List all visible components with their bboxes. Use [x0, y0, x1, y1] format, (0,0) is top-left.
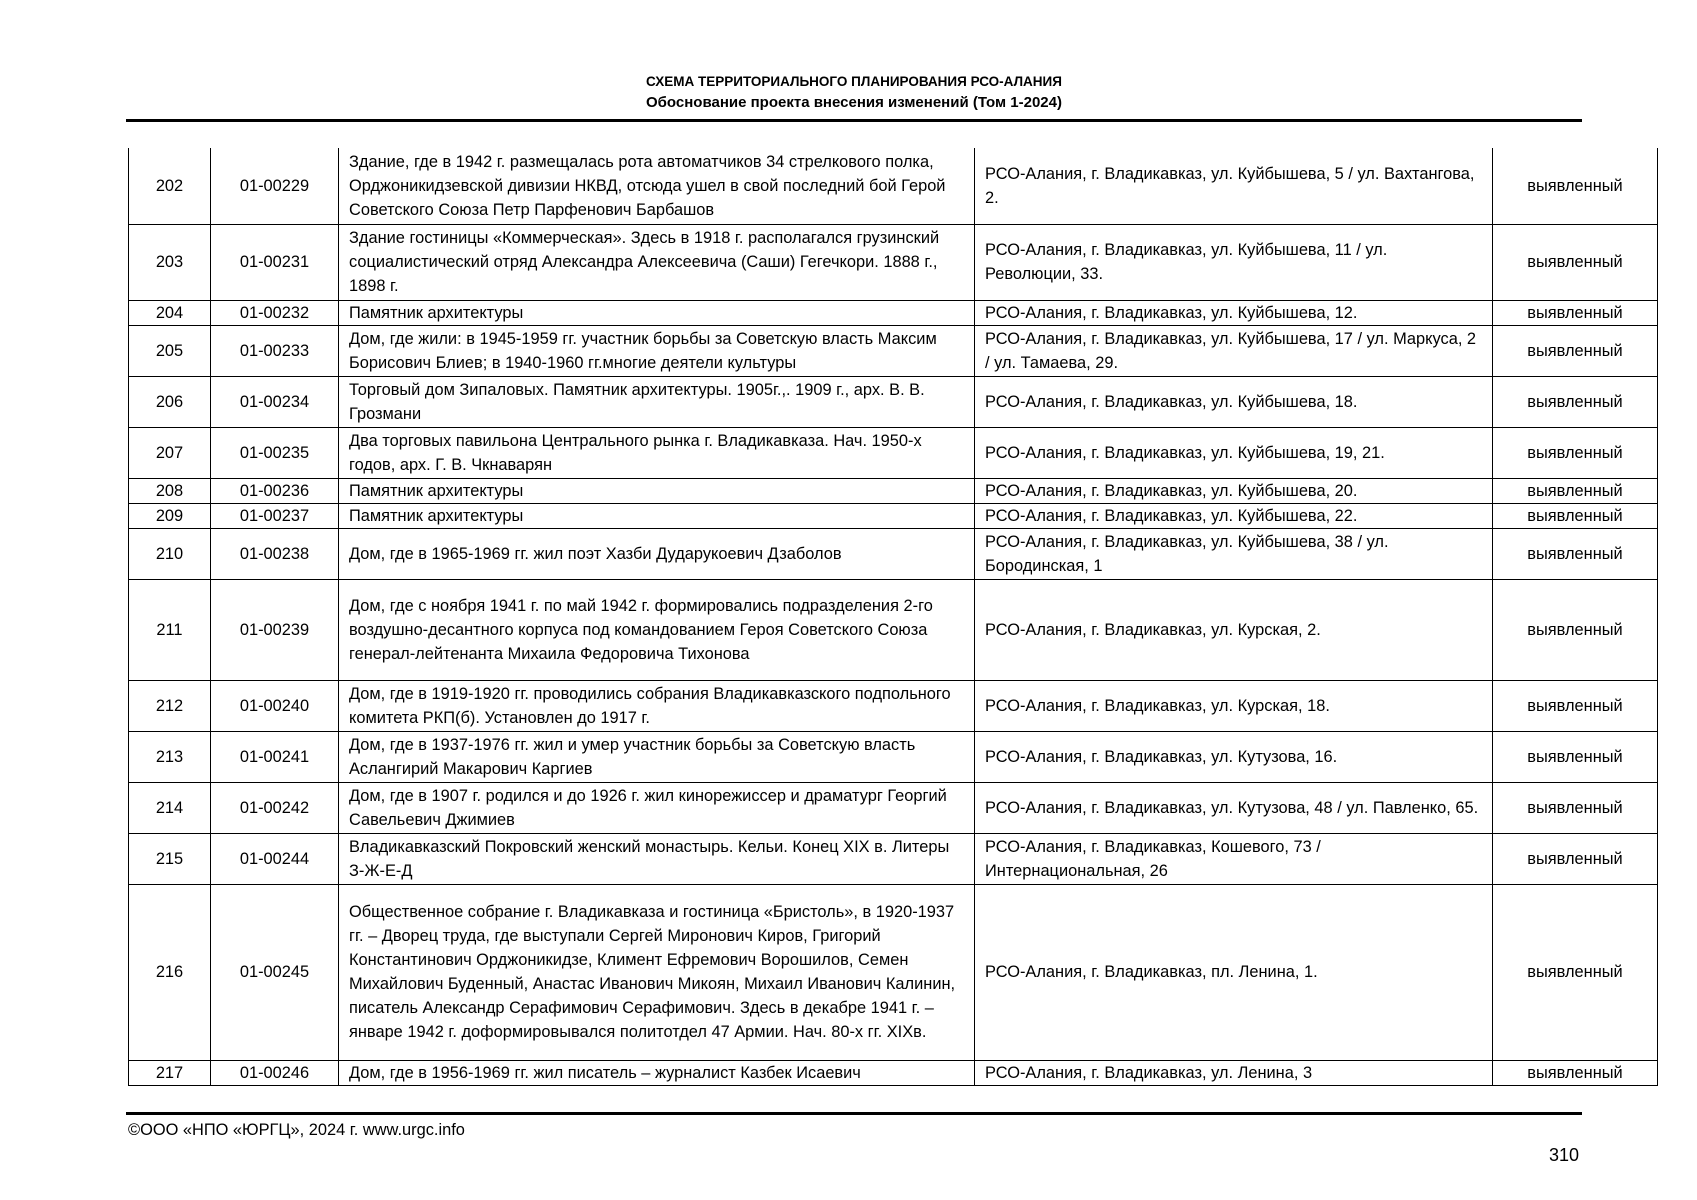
object-address: РСО-Алания, г. Владикавказ, ул. Курская, 18. — [975, 680, 1493, 731]
object-description: Общественное собрание г. Владикавказа и гостиница «Бристоль», в 1920-1937 гг. – Дворец труда, где выступали Сергей Миронович Киров, Григорий Константинович Орджоникидзе, Климент Ефремович Ворошилов, Семен Михайлович Буденный, Анастас Иванович Микоян, Михаил Иванович Калинин, писатель Александр Серафимович Серафимович. Здесь в декабре 1941 г. – январе 1942 г. доформировывался политотдел 47 Армии. Нач. 80-х гг. XIXв. — [339, 884, 975, 1060]
object-address: РСО-Алания, г. Владикавказ, ул. Кутузова, 48 / ул. Павленко, 65. — [975, 782, 1493, 833]
table-body — [129, 148, 1658, 1085]
object-status: выявленный — [1493, 478, 1658, 503]
page-number: 310 — [1548, 1145, 1579, 1165]
document-header — [126, 72, 1582, 114]
table-row — [129, 148, 1658, 224]
table-row — [129, 1060, 1658, 1085]
object-status: выявленный — [1493, 680, 1658, 731]
registry-code: 01-00245 — [211, 884, 339, 1060]
object-description: Дом, где в 1907 г. родился и до 1926 г. жил кинорежиссер и драматург Георгий Савельевич Джимиев — [339, 782, 975, 833]
object-address: РСО-Алания, г. Владикавказ, ул. Куйбышева, 19, 21. — [975, 427, 1493, 478]
registry-code: 01-00229 — [211, 148, 339, 224]
registry-code: 01-00242 — [211, 782, 339, 833]
object-status: выявленный — [1493, 884, 1658, 1060]
registry-code: 01-00235 — [211, 427, 339, 478]
object-address: РСО-Алания, г. Владикавказ, ул. Куйбышева, 22. — [975, 503, 1493, 528]
registry-code: 01-00231 — [211, 224, 339, 300]
object-address: РСО-Алания, г. Владикавказ, ул. Кутузова, 16. — [975, 731, 1493, 782]
footer-divider — [126, 1112, 1582, 1115]
document-subtitle: Обоснование проекта внесения изменений (Том 1-2024) — [646, 94, 1062, 111]
table-row — [129, 528, 1658, 579]
object-description: Здание гостиницы «Коммерческая». Здесь в 1918 г. располагался грузинский социалистический отряд Александра Алексеевича (Саши) Гегечкори. 1888 г., 1898 г. — [339, 224, 975, 300]
object-status: выявленный — [1493, 833, 1658, 884]
object-address: РСО-Алания, г. Владикавказ, ул. Куйбышева, 18. — [975, 376, 1493, 427]
table-row — [129, 503, 1658, 528]
table-row — [129, 782, 1658, 833]
object-status: выявленный — [1493, 579, 1658, 680]
object-description: Торговый дом Зипаловых. Памятник архитектуры. 1905г.,. 1909 г., арх. В. В. Грозмани — [339, 376, 975, 427]
object-status: выявленный — [1493, 427, 1658, 478]
row-number: 211 — [129, 579, 211, 680]
row-number: 203 — [129, 224, 211, 300]
table-row — [129, 224, 1658, 300]
registry-code: 01-00238 — [211, 528, 339, 579]
row-number: 213 — [129, 731, 211, 782]
object-status: выявленный — [1493, 782, 1658, 833]
table-row — [129, 731, 1658, 782]
object-address: РСО-Алания, г. Владикавказ, ул. Ленина, 3 — [975, 1060, 1493, 1085]
object-status: выявленный — [1493, 528, 1658, 579]
header-divider — [126, 119, 1582, 122]
table-row — [129, 325, 1658, 376]
object-address: РСО-Алания, г. Владикавказ, Кошевого, 73 / Интернациональная, 26 — [975, 833, 1493, 884]
object-address: РСО-Алания, г. Владикавказ, ул. Куйбышева, 5 / ул. Вахтангова, 2. — [975, 148, 1493, 224]
object-description: Дом, где в 1919-1920 гг. проводились собрания Владикавказского подпольного комитета РКП(б). Установлен до 1917 г. — [339, 680, 975, 731]
object-address: РСО-Алания, г. Владикавказ, ул. Куйбышева, 20. — [975, 478, 1493, 503]
table-row — [129, 833, 1658, 884]
object-status: выявленный — [1493, 300, 1658, 325]
object-address: РСО-Алания, г. Владикавказ, ул. Куйбышева, 12. — [975, 300, 1493, 325]
row-number: 212 — [129, 680, 211, 731]
object-description: Дом, где с ноября 1941 г. по май 1942 г. формировались подразделения 2-го воздушно-десантного корпуса под командованием Героя Советского Союза генерал-лейтенанта Михаила Федоровича Тихонова — [339, 579, 975, 680]
row-number: 208 — [129, 478, 211, 503]
registry-code: 01-00232 — [211, 300, 339, 325]
object-description: Дом, где жили: в 1945-1959 гг. участник борьбы за Советскую власть Максим Борисович Блиев; в 1940-1960 гг.многие деятели культуры — [339, 325, 975, 376]
row-number: 207 — [129, 427, 211, 478]
table-row — [129, 300, 1658, 325]
row-number: 216 — [129, 884, 211, 1060]
object-description: Дом, где в 1965-1969 гг. жил поэт Хазби Дударукоевич Дзаболов — [339, 528, 975, 579]
registry-code: 01-00234 — [211, 376, 339, 427]
object-description: Памятник архитектуры — [339, 503, 975, 528]
object-address: РСО-Алания, г. Владикавказ, ул. Куйбышева, 17 / ул. Маркуса, 2 / ул. Тамаева, 29. — [975, 325, 1493, 376]
registry-code: 01-00240 — [211, 680, 339, 731]
object-description: Памятник архитектуры — [339, 300, 975, 325]
row-number: 215 — [129, 833, 211, 884]
object-status: выявленный — [1493, 376, 1658, 427]
row-number: 217 — [129, 1060, 211, 1085]
object-status: выявленный — [1493, 224, 1658, 300]
registry-code: 01-00237 — [211, 503, 339, 528]
row-number: 202 — [129, 148, 211, 224]
object-status: выявленный — [1493, 148, 1658, 224]
object-description: Дом, где в 1937-1976 гг. жил и умер участник борьбы за Советскую власть Аслангирий Макарович Каргиев — [339, 731, 975, 782]
registry-code: 01-00239 — [211, 579, 339, 680]
object-address: РСО-Алания, г. Владикавказ, ул. Куйбышева, 11 / ул. Революции, 33. — [975, 224, 1493, 300]
registry-code: 01-00246 — [211, 1060, 339, 1085]
registry-code: 01-00233 — [211, 325, 339, 376]
table-row — [129, 680, 1658, 731]
row-number: 209 — [129, 503, 211, 528]
object-description: Владикавказский Покровский женский монастырь. Кельи. Конец XIX в. Литеры З-Ж-Е-Д — [339, 833, 975, 884]
footer-copyright: ©ООО «НПО «ЮРГЦ», 2024 г. www.urgc.info — [128, 1121, 465, 1139]
object-description: Дом, где в 1956-1969 гг. жил писатель – журналист Казбек Исаевич — [339, 1060, 975, 1085]
object-description: Здание, где в 1942 г. размещалась рота автоматчиков 34 стрелкового полка, Орджоникидзевской дивизии НКВД, отсюда ушел в свой последний бой Герой Советского Союза Петр Парфенович Барбашов — [339, 148, 975, 224]
table-row — [129, 478, 1658, 503]
table-row — [129, 884, 1658, 1060]
object-status: выявленный — [1493, 1060, 1658, 1085]
row-number: 214 — [129, 782, 211, 833]
document-title: СХЕМА ТЕРРИТОРИАЛЬНОГО ПЛАНИРОВАНИЯ РСО-АЛАНИЯ — [646, 74, 1062, 89]
table-row — [129, 376, 1658, 427]
row-number: 204 — [129, 300, 211, 325]
object-status: выявленный — [1493, 325, 1658, 376]
object-description: Памятник архитектуры — [339, 478, 975, 503]
table-row — [129, 427, 1658, 478]
row-number: 206 — [129, 376, 211, 427]
object-address: РСО-Алания, г. Владикавказ, ул. Куйбышева, 38 / ул. Бородинская, 1 — [975, 528, 1493, 579]
object-address: РСО-Алания, г. Владикавказ, пл. Ленина, 1. — [975, 884, 1493, 1060]
table-row — [129, 579, 1658, 680]
object-status: выявленный — [1493, 503, 1658, 528]
heritage-objects-table — [128, 148, 1658, 1086]
registry-code: 01-00244 — [211, 833, 339, 884]
registry-code: 01-00236 — [211, 478, 339, 503]
row-number: 210 — [129, 528, 211, 579]
object-description: Два торговых павильона Центрального рынка г. Владикавказа. Нач. 1950-х годов, арх. Г. В. Чкнаварян — [339, 427, 975, 478]
object-status: выявленный — [1493, 731, 1658, 782]
registry-code: 01-00241 — [211, 731, 339, 782]
object-address: РСО-Алания, г. Владикавказ, ул. Курская, 2. — [975, 579, 1493, 680]
row-number: 205 — [129, 325, 211, 376]
